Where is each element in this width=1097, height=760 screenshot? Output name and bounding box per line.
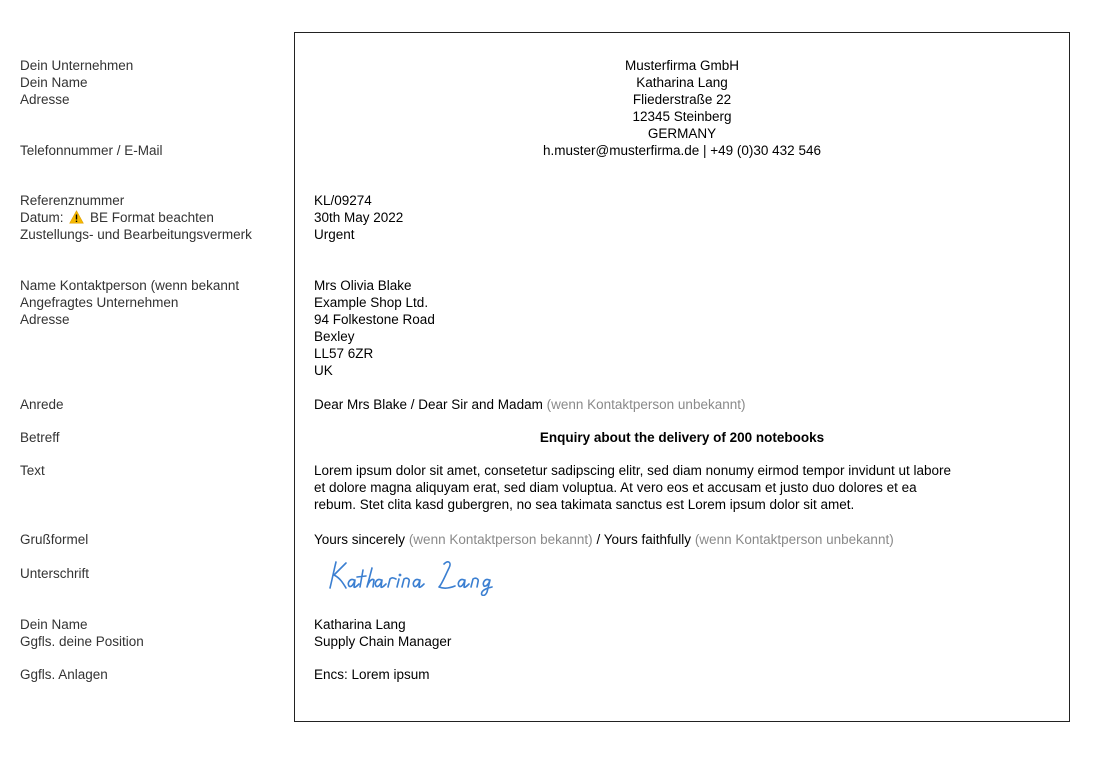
label-signature: Unterschrift (20, 566, 90, 581)
salutation-text: Dear Mrs Blake / Dear Sir and Madam (314, 397, 543, 412)
subject-line: Enquiry about the delivery of 200 notebooks (539, 430, 825, 445)
closing-faithfully: Yours faithfully (603, 532, 692, 547)
letter-date: 30th May 2022 (314, 210, 404, 225)
sender-street: Fliederstraße 22 (632, 92, 732, 107)
sender-company: Musterfirma GmbH (624, 58, 739, 73)
label-date-prefix: Datum: (20, 210, 64, 225)
label-contact: Telefonnummer / E-Mail (20, 143, 163, 158)
sender-name: Katharina Lang (636, 75, 728, 90)
reference-number: KL/09274 (314, 193, 372, 208)
body-line: Lorem ipsum dolor sit amet, consetetur sadipscing elitr, sed diam nonumy eirmod tempor invidunt ut labore (314, 463, 952, 478)
label-contact-person: Name Kontaktperson (wenn bekannt (20, 278, 240, 293)
recipient-person: Mrs Olivia Blake (314, 278, 412, 293)
label-enclosures: Ggfls. Anlagen (20, 667, 108, 682)
recipient-company: Example Shop Ltd. (314, 295, 429, 310)
closing (314, 531, 894, 548)
label-salutation: Anrede (20, 397, 64, 412)
sender-contact: h.muster@musterfirma.de | +49 (0)30 432 546 (543, 143, 821, 158)
salutation (314, 396, 745, 413)
label-company: Dein Unternehmen (20, 58, 134, 73)
closing-faithfully-hint: (wenn Kontaktperson unbekannt) (694, 532, 894, 547)
body-line: rebum. Stet clita kasd gubergren, no sea takimata sanctus est Lorem ipsum dolor sit amet. (314, 497, 855, 512)
label-address: Adresse (20, 92, 70, 107)
label-recipient-company: Angefragtes Unternehmen (20, 295, 179, 310)
label-your-name: Dein Name (20, 617, 88, 632)
signer-name: Katharina Lang (314, 617, 406, 632)
label-position: Ggfls. deine Position (20, 634, 144, 649)
label-closing: Grußformel (20, 532, 89, 547)
label-name: Dein Name (20, 75, 88, 90)
sender-country: GERMANY (647, 126, 717, 141)
closing-sincerely-hint: (wenn Kontaktperson bekannt) (408, 532, 593, 547)
signature-image (328, 556, 538, 596)
label-text: Text (20, 463, 45, 478)
sender-city: 12345 Steinberg (632, 109, 732, 124)
closing-separator: / (596, 532, 601, 547)
warning-icon (69, 210, 84, 224)
label-date (20, 209, 214, 226)
recipient-town: Bexley (314, 329, 355, 344)
body-line: et dolore magna aliquyam erat, sed diam voluptua. At vero eos et accusam et justo duo dolores et ea (314, 480, 917, 495)
closing-sincerely: Yours sincerely (314, 532, 406, 547)
delivery-note: Urgent (314, 227, 355, 242)
label-recipient-address: Adresse (20, 312, 70, 327)
salutation-hint: (wenn Kontaktperson unbekannt) (546, 397, 746, 412)
recipient-country: UK (314, 363, 333, 378)
enclosures: Encs: Lorem ipsum (314, 667, 430, 682)
label-reference: Referenznummer (20, 193, 125, 208)
recipient-street: 94 Folkestone Road (314, 312, 435, 327)
recipient-postcode: LL57 6ZR (314, 346, 374, 361)
label-date-note: BE Format beachten (90, 210, 214, 225)
label-delivery-note: Zustellungs- und Bearbeitungsvermerk (20, 227, 252, 242)
label-subject: Betreff (20, 430, 60, 445)
signer-position: Supply Chain Manager (314, 634, 452, 649)
